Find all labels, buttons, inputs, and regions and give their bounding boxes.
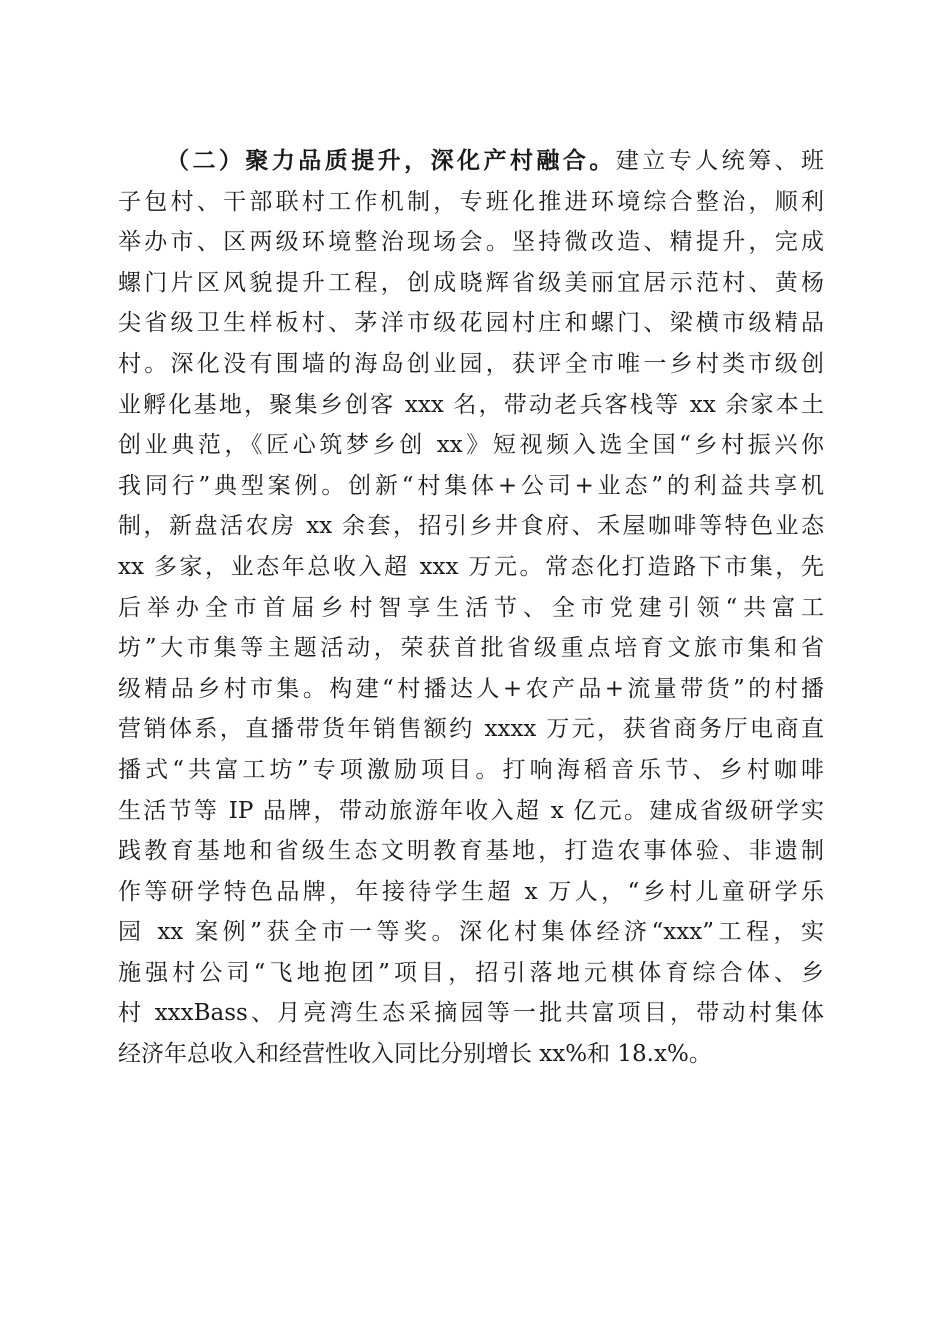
paragraph-line [118, 141, 824, 182]
paragraph-line: 营销体系，直播带货年销售额约 xxxx 万元，获省商务厅电商直 [118, 716, 824, 743]
paragraph-line: 创业典范，《匠心筑梦乡创 xx》短视频入选全国“乡村振兴你 [118, 432, 824, 459]
paragraph-line: 业孵化基地，聚集乡创客 xxx 名，带动老兵客栈等 xx 余家本土 [118, 391, 824, 418]
paragraph-line: 践教育基地和省级生态文明教育基地，打造农事体验、非遗制 [118, 838, 824, 865]
paragraph-line: 播式“共富工坊”专项激励项目。打响海稻音乐节、乡村咖啡 [118, 756, 824, 783]
paragraph-line: 尖省级卫生样板村、茅洋市级花园村庄和螺门、梁横市级精品 [118, 310, 824, 337]
paragraph-line: 经济年总收入和经营性收入同比分别增长 xx%和 18.x%。 [118, 1041, 712, 1068]
paragraph-line: 级精品乡村市集。构建“村播达人+农产品+流量带货”的村播 [118, 675, 824, 702]
paragraph-line: 螺门片区风貌提升工程，创成晓辉省级美丽宜居示范村、黄杨 [118, 269, 824, 296]
paragraph-line: 生活节等 IP 品牌，带动旅游年收入超 x 亿元。建成省级研学实 [118, 797, 824, 824]
paragraph-line: 作等研学特色品牌，年接待学生超 x 万人，“乡村儿童研学乐 [118, 878, 824, 905]
paragraph-line: 后举办全市首届乡村智享生活节、全市党建引领“共富工 [118, 594, 824, 621]
paragraph [118, 141, 824, 1075]
paragraph-line: 园 xx 案例”获全市一等奖。深化村集体经济“xxx”工程，实 [118, 919, 824, 946]
paragraph-line: 村。深化没有围墙的海岛创业园，获评全市唯一乡村类市级创 [118, 350, 824, 377]
paragraph-text: 建立专人统筹、班 [615, 148, 825, 174]
paragraph-line: 子包村、干部联村工作机制，专班化推进环境综合整治，顺利 [118, 188, 824, 215]
paragraph-line: 施强村公司“飞地抱团”项目，招引落地元棋体育综合体、乡 [118, 959, 824, 986]
paragraph-line: 我同行”典型案例。创新“村集体+公司+业态”的利益共享机 [118, 472, 824, 499]
paragraph-line: 制，新盘活农房 xx 余套，招引乡井食府、禾屋咖啡等特色业态 [118, 513, 824, 540]
paragraph-line: 举办市、区两级环境整治现场会。坚持微改造、精提升，完成 [118, 229, 824, 256]
paragraph-line: 村 xxxBass、月亮湾生态采摘园等一批共富项目，带动村集体 [118, 1000, 824, 1027]
section-heading: （二）聚力品质提升，深化产村融合。 [166, 147, 616, 174]
paragraph-line: xx 多家，业态年总收入超 xxx 万元。常态化打造路下市集，先 [118, 553, 824, 580]
paragraph-line: 坊”大市集等主题活动，荣获首批省级重点培育文旅市集和省 [118, 635, 824, 662]
